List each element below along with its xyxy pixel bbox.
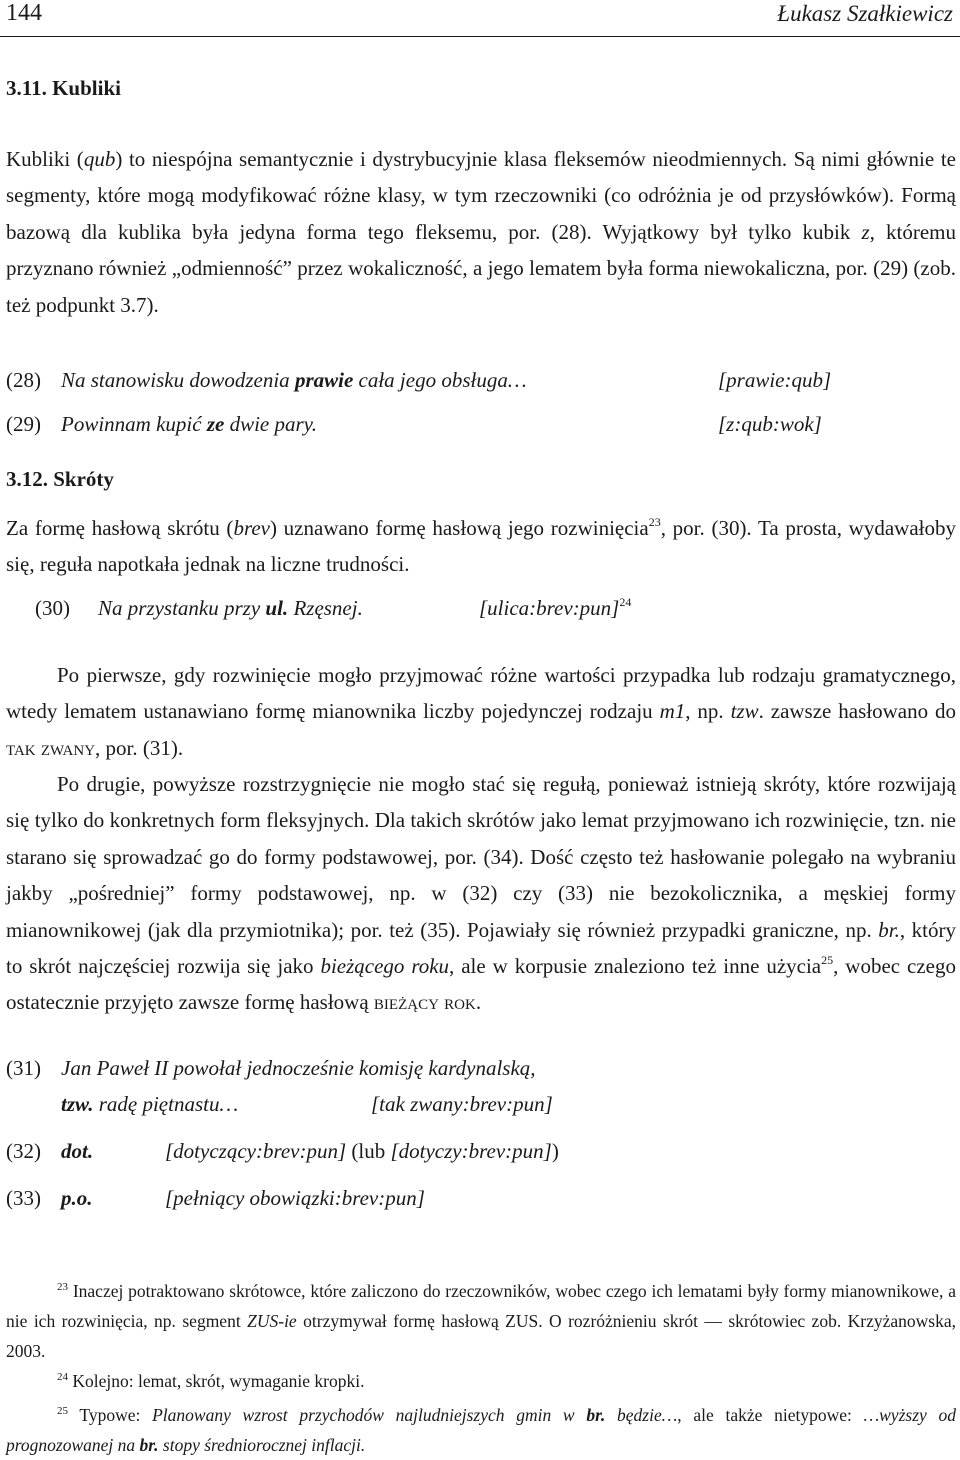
paragraph-po-pierwsze: Po pierwsze, gdy rozwinięcie mogło przyjmować różne wartości przypadka lub rodzaju gramatycznego, wtedy lematem ustanawiano formę mianownika liczby pojedynczej rodzaju m1, np. tzw. zawsze hasłowano do tak zwany, por. (31). <box>6 663 957 760</box>
running-header-author: Łukasz Szałkiewicz <box>777 1 953 26</box>
section-heading-skroty: 3.12. Skróty <box>6 467 114 491</box>
paragraph-skroty-intro: Za formę hasłową skrótu (brev) uznawano formę hasłową jego rozwinięcia$^{23}$, por. (30). Ta prosta, wydawałoby się, reguła napotkała jednak na liczne trudności. <box>6 515 956 577</box>
example-tag: [z:qub:wok] <box>718 412 822 436</box>
footnote-ref-25: 25 <box>821 953 834 968</box>
example-tag: [tak zwany:brev:pun] <box>371 1092 553 1116</box>
example-number: (31) <box>6 1056 41 1080</box>
paragraph-po-drugie: Po drugie, powyższe rozstrzygnięcie nie mogło stać się regułą, ponieważ istnieją skróty, które rozwijają się tylko do konkretnych form fleksyjnych. Dla takich skrótów jako lemat przyjmowano ich rozwinięcie, tzn. nie starano się sprowadzać go do formy podstawowej, por. (34). Dość często też hasłowanie polegało na wybraniu jakby „pośredniej” formy podstawowej, np. w (32) czy (33) nie bezokolicznika, a męskiej formy mianownikowej (jak dla przymiotnika); por. też (35). Pojawiały się również przypadki graniczne, np. br., który to skrót najczęściej rozwija się jako bieżącego roku, ale w korpusie znaleziono też inne użycia$^{25}$, wobec czego ostatecznie przyjęto zawsze formę hasłową bieżący rok. <box>6 772 957 1015</box>
example-number: (32) <box>6 1139 41 1163</box>
example-abbrev: dot. <box>61 1139 94 1163</box>
section-heading-kubliki: 3.11. Kubliki <box>6 76 121 100</box>
example-number: (29) <box>6 412 41 436</box>
example-tag: [ulica:brev:pun]$^{24}$ <box>479 595 632 620</box>
example-sentence: Jan Paweł II powołał jednocześnie komisję kardynalską, <box>61 1056 536 1080</box>
example-number: (28) <box>6 368 41 392</box>
example-sentence-cont: tzw. radę piętnastu… <box>61 1092 239 1116</box>
example-number: (33) <box>6 1186 41 1210</box>
paragraph-kubliki: Kubliki (qub) to niespójna semantycznie i dystrybucyjnie klasa fleksemów nieodmiennych. Są nimi głównie te segmenty, które mogą modyfikować różne klasy, w tym rzeczowniki (co odróżnia je od przysłówków). Formą bazową dla kublika była jedyna forma tego fleksemu, por. (28). Wyjątkowy był tylko kubik z, któremu przyznano również „odmienność” przez wokaliczność, a jego lematem była forma niewokaliczna, por. (29) (zob. też podpunkt 3.7). <box>6 147 956 317</box>
footnote-ref-23: 23 <box>648 515 661 529</box>
example-tag: [dotyczący:brev:pun] (lub [dotyczy:brev:pun]) <box>165 1139 559 1163</box>
page-number: 144 <box>6 0 42 26</box>
footnote-ref-24: 24 <box>619 595 632 609</box>
example-tag: [prawie:qub] <box>718 368 832 392</box>
example-sentence: Powinnam kupić ze dwie pary. <box>61 412 318 436</box>
example-tag: [pełniący obowiązki:brev:pun] <box>165 1186 425 1210</box>
example-sentence: Na przystanku przy ul. Rzęsnej. <box>98 596 363 620</box>
example-sentence: Na stanowisku dowodzenia prawie cała jego obsługa… <box>61 368 527 392</box>
footnote-25: $^{25}$ Typowe: Planowany wzrost przychodów najludniejszych gmin w br. będzie…, ale także nietypowe: …wyższy od prognozowanej na br. stopy średniorocznej inflacji. <box>6 1405 956 1455</box>
header-rule <box>0 36 960 37</box>
example-number: (30) <box>35 596 70 620</box>
footnote-23: $^{23}$ Inaczej potraktowano skrótowce, które zaliczono do rzeczowników, wobec czego ich lematami były formy mianownikowe, a nie ich rozwinięcia, np. segment ZUS-ie otrzymywał formę hasłową ZUS. O rozróżnieniu skrót — skrótowiec zob. Krzyżanowska, 2003. <box>6 1281 956 1361</box>
footnote-24: $^{24}$ Kolejno: lemat, skrót, wymaganie kropki. <box>57 1371 365 1391</box>
example-abbrev: p.o. <box>61 1186 93 1210</box>
